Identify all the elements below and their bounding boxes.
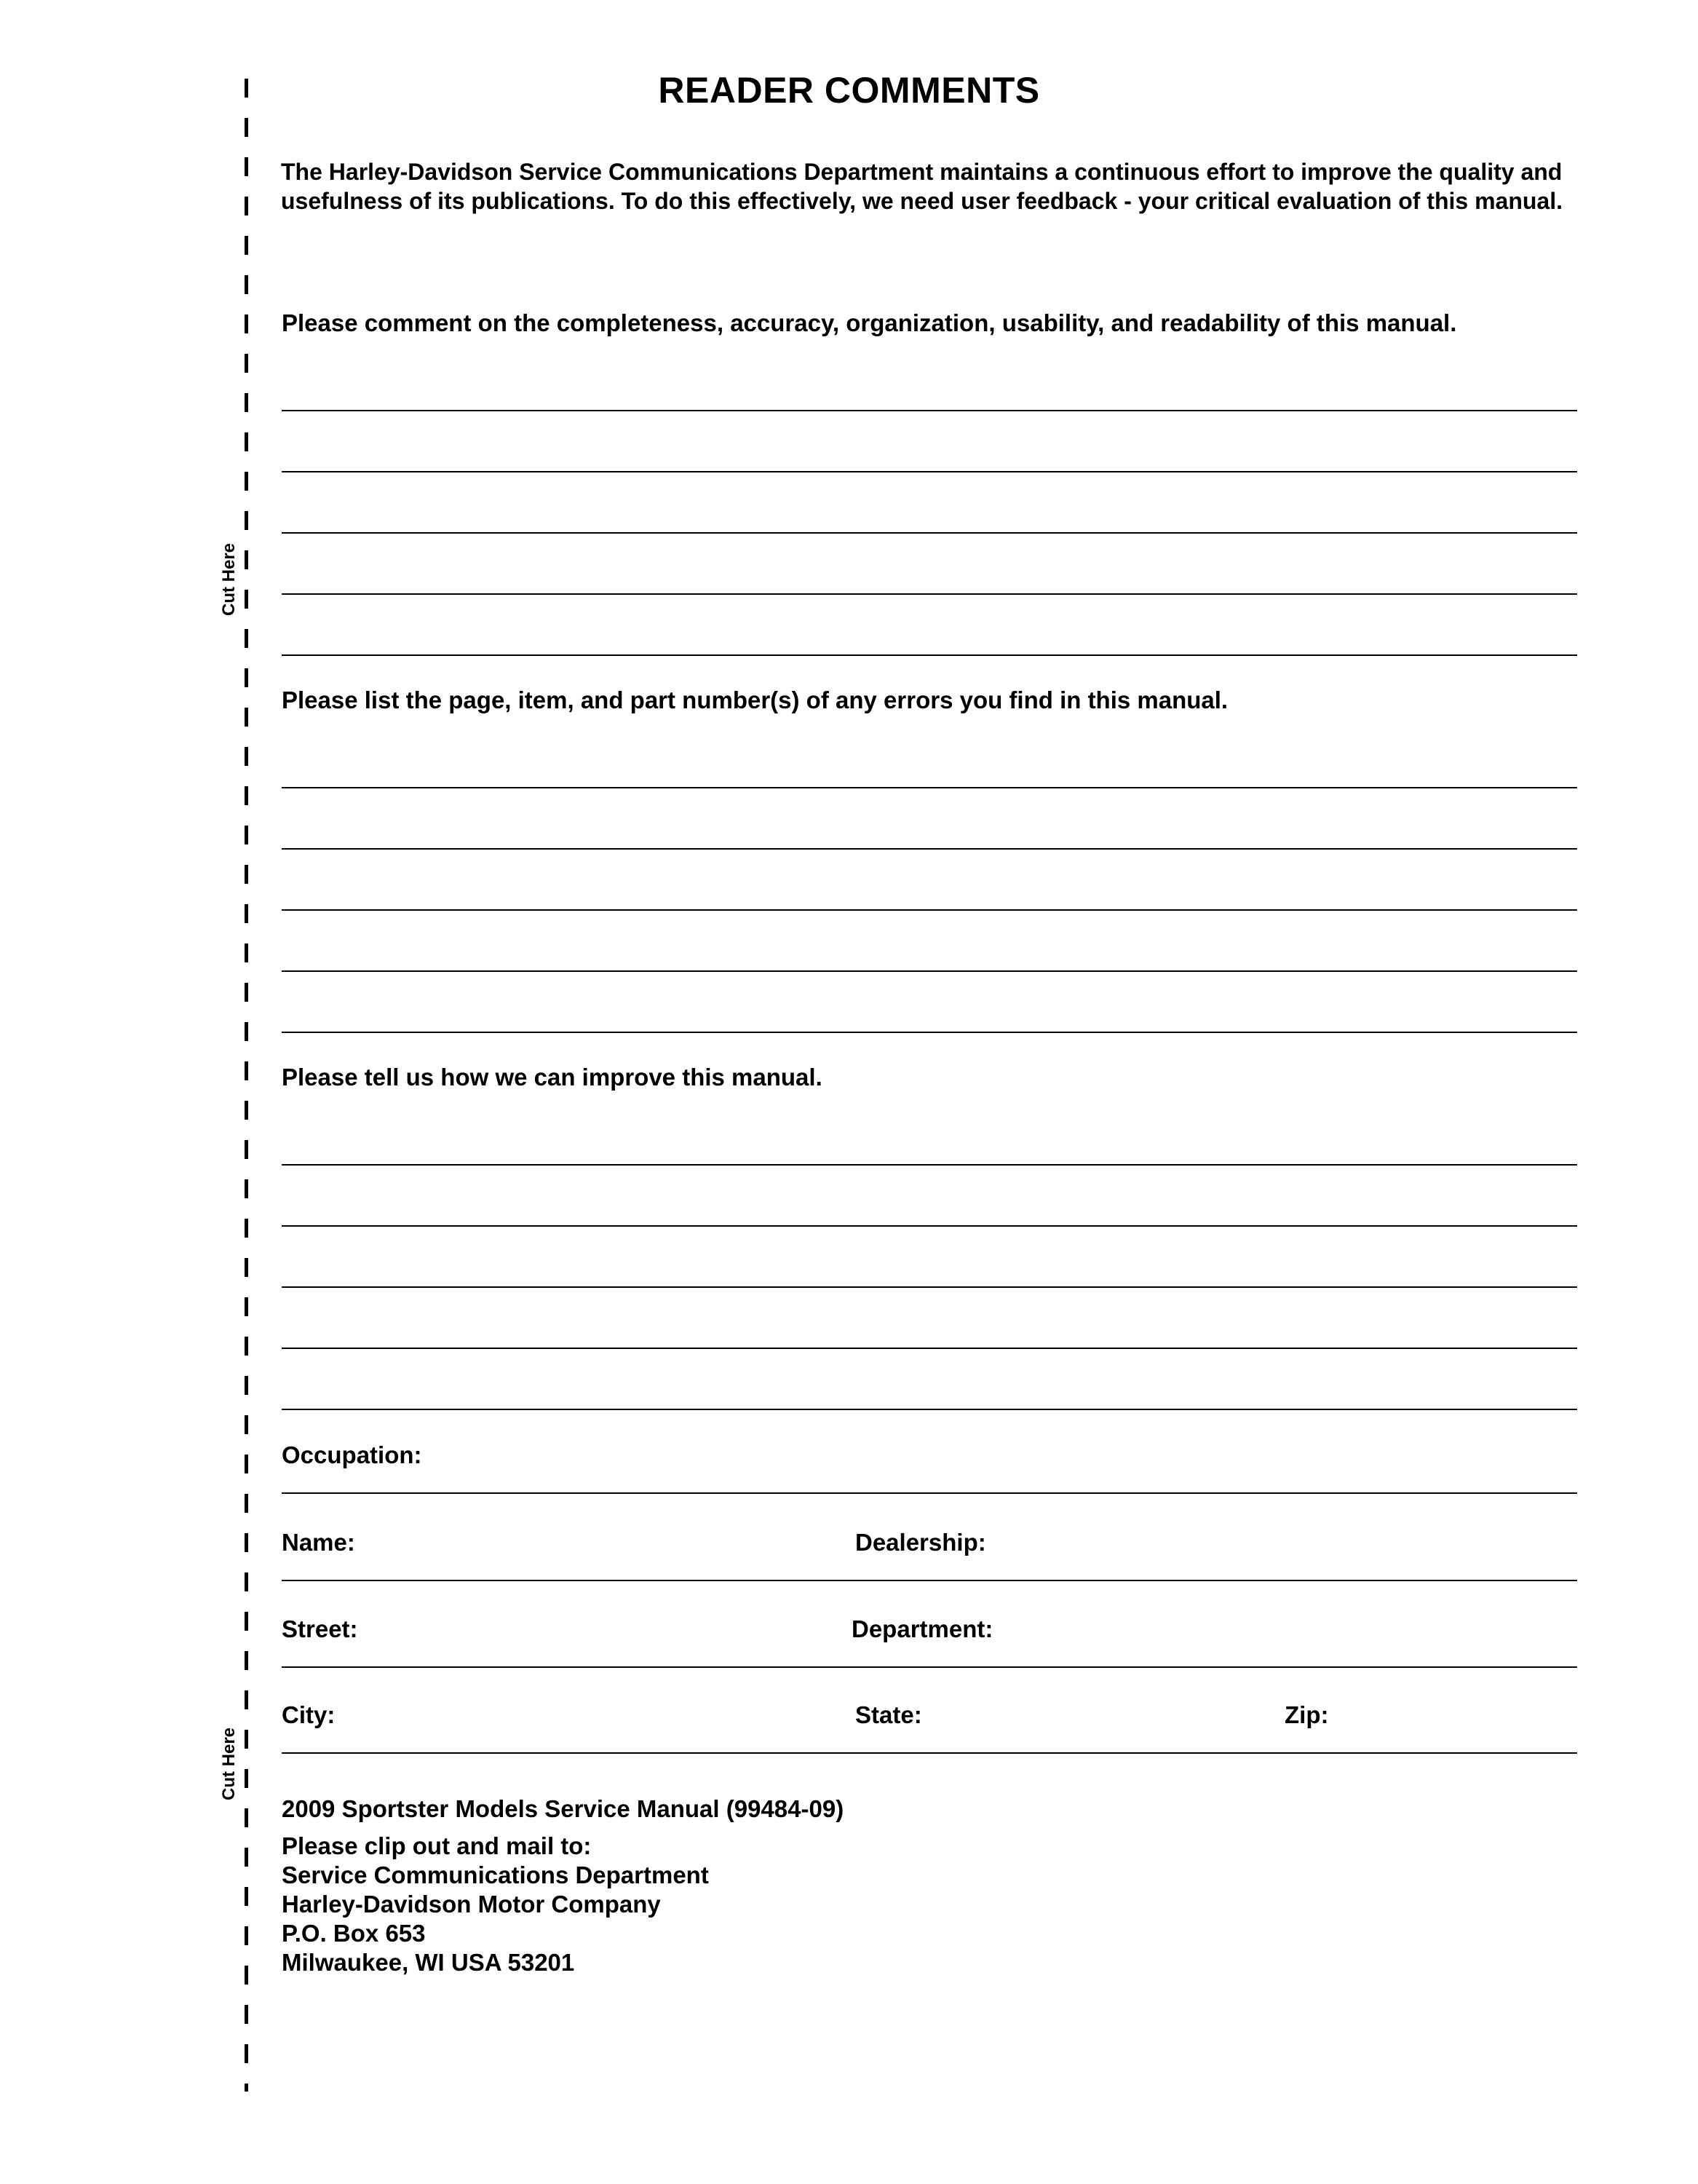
cut-here-label-top: Cut Here [219,542,239,616]
zip-label: Zip: [1285,1701,1329,1728]
comment-line-2-3[interactable] [282,909,1577,911]
mail-instruction: Please clip out and mail to: [282,1832,592,1859]
cut-guide-dashed-line [245,79,248,2092]
mail-address-line: Service Communications Department [282,1861,709,1888]
comment-line-1-1[interactable] [282,410,1577,411]
mail-address-line: P.O. Box 653 [282,1920,426,1947]
occupation-label: Occupation: [282,1441,422,1468]
city-state-zip-field[interactable] [282,1752,1577,1754]
name-label: Name: [282,1529,355,1556]
comment-line-2-1[interactable] [282,787,1577,788]
intro-paragraph: The Harley-Davidson Service Communications Department maintains a continuous effort to improve the quality and usefulness of its publications. To do this effectively, we need user feedback - your critical evaluation of this manual. [281,159,1563,214]
prompt-completeness: Please comment on the completeness, accuracy, organization, usability, and readability of this manual. [282,309,1457,336]
mail-address-line: Harley-Davidson Motor Company [282,1891,661,1918]
dealership-label: Dealership: [855,1529,986,1556]
prompt-improve: Please tell us how we can improve this manual. [282,1064,822,1091]
cut-here-label-bottom: Cut Here [219,1727,239,1800]
comment-line-3-4[interactable] [282,1348,1577,1349]
page-title: READER COMMENTS [658,70,1040,111]
comment-line-2-5[interactable] [282,1032,1577,1033]
manual-reference: 2009 Sportster Models Service Manual (99484-09) [282,1795,844,1822]
comment-line-2-4[interactable] [282,970,1577,972]
comment-line-1-4[interactable] [282,593,1577,595]
comment-line-3-3[interactable] [282,1286,1577,1288]
state-label: State: [855,1701,922,1728]
street-label: Street: [282,1615,358,1642]
department-label: Department: [852,1615,993,1642]
comment-line-1-3[interactable] [282,532,1577,534]
name-dealership-field[interactable] [282,1580,1577,1581]
occupation-field[interactable] [282,1492,1577,1494]
comment-line-3-1[interactable] [282,1164,1577,1166]
comment-line-3-2[interactable] [282,1225,1577,1227]
mail-address-line: Milwaukee, WI USA 53201 [282,1949,575,1976]
prompt-errors: Please list the page, item, and part number(s) of any errors you find in this manual. [282,687,1229,713]
street-department-field[interactable] [282,1666,1577,1668]
comment-line-1-2[interactable] [282,471,1577,472]
comment-line-2-2[interactable] [282,848,1577,850]
comment-line-1-5[interactable] [282,654,1577,656]
city-label: City: [282,1701,336,1728]
comment-line-3-5[interactable] [282,1409,1577,1410]
